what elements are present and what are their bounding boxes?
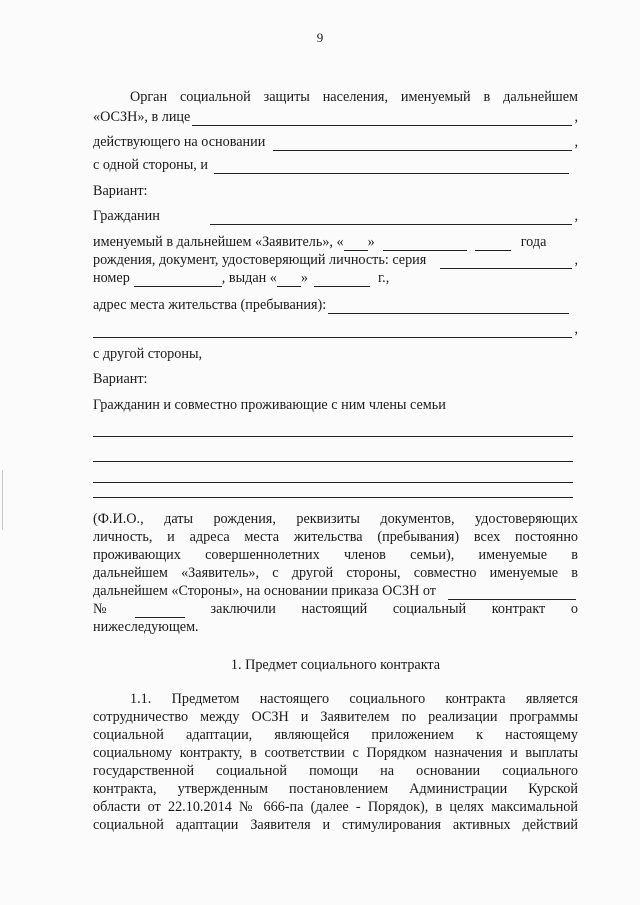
fio-line-6 <box>93 600 578 618</box>
line-document-number <box>93 269 433 287</box>
p11-line-1: 1.1. Предметом настоящего социального контракта является <box>130 691 578 707</box>
fio-line-2: личность, и адреса места жительства (пребывания) всех постоянно <box>93 529 578 545</box>
blank-citizen-name <box>210 211 573 225</box>
label-citizen: Гражданин <box>93 208 160 224</box>
label-g: г., <box>377 270 390 286</box>
label-no: № <box>93 601 107 617</box>
p11-line-6: контракта, утвержденным постановлением Администрации Курской <box>93 781 578 797</box>
label-variant-1: Вариант: <box>93 183 148 199</box>
comma: , <box>574 134 578 150</box>
line-applicant-birth <box>93 233 578 251</box>
fio-line-4: дальнейшем «Заявитель», с другой стороны, совместно именуемые в <box>93 565 578 581</box>
blank-family-3 <box>93 482 573 483</box>
label-one-side: с одной стороны, и <box>93 157 208 173</box>
blank-basis <box>273 137 572 151</box>
label-issued: , выдан « <box>221 270 277 286</box>
fio-line-6-text: заключили настоящий социальный контракт о <box>210 601 578 617</box>
line-document-series <box>93 251 578 269</box>
p11-line-7: области от 22.10.2014 № 666-па (далее - Порядок), в целях максимальной <box>93 799 578 815</box>
page-number: 9 <box>316 30 324 45</box>
section-title: 1. Предмет социального контракта <box>230 657 441 673</box>
label-applicant: именуемый в дальнейшем «Заявитель», « <box>93 234 344 250</box>
blank-family-1 <box>93 436 573 437</box>
blank-doc-number <box>134 273 222 287</box>
blank-family-4 <box>93 497 573 498</box>
blank-address-2 <box>93 324 572 338</box>
blank-issue-month <box>314 273 370 287</box>
comma: , <box>574 109 578 125</box>
p11-line-5: государственной социальной помощи на основании социального <box>93 763 578 779</box>
label-citizen-family: Гражданин и совместно проживающие с ним члены семьи <box>93 397 446 413</box>
blank-family-2 <box>93 461 573 462</box>
p11-line-2: сотрудничество между ОСЗН и Заявителем по реализации программы <box>93 709 578 725</box>
quote-close-2: » <box>300 270 308 286</box>
blank-order-number <box>135 604 185 618</box>
line-address <box>93 296 571 314</box>
p11-line-4: социальному контракту, в соответствии с Порядком назначения и выплаты <box>93 745 578 761</box>
blank-order-date <box>448 586 576 600</box>
line-basis <box>93 133 578 151</box>
line-one-side <box>93 156 571 174</box>
label-other-side: с другой стороны, <box>93 346 203 362</box>
comma: , <box>574 252 578 268</box>
blank-series <box>440 255 572 269</box>
label-year: года <box>520 234 547 250</box>
blank-birth-day <box>344 237 368 251</box>
quote-close: » <box>367 234 375 250</box>
fio-line-5 <box>93 582 578 600</box>
p11-line-3: социальной адаптации, являющейся приложением к настоящему <box>93 727 578 743</box>
blank-other-party <box>214 160 569 174</box>
blank-birth-year <box>475 237 511 251</box>
blank-birth-month <box>383 237 467 251</box>
fio-line-3: проживающих совершеннолетних членов семьи), именуемые в <box>93 547 578 563</box>
fio-line-5-text: дальнейшем «Стороны», на основании приказа ОСЗН от <box>93 583 436 599</box>
fio-line-7: нижеследующем. <box>93 619 199 635</box>
label-number: номер <box>93 270 130 286</box>
comma: , <box>574 208 578 224</box>
comma: , <box>574 321 578 337</box>
p11-line-8: социальной адаптации Заявителя и стимулирования активных действий <box>93 817 578 833</box>
line-address-cont <box>93 320 578 338</box>
fio-line-1: (Ф.И.О., даты рождения, реквизиты документов, удостоверяющих <box>93 511 578 527</box>
label-basis: действующего на основании <box>93 134 266 150</box>
label-variant-2: Вариант: <box>93 371 148 387</box>
line-citizen <box>93 207 578 225</box>
line-organ: Орган социальной защиты населения, именуемый в дальнейшем <box>130 89 578 105</box>
label-document: рождения, документ, удостоверяющий личность: серия <box>93 252 427 268</box>
scan-edge-mark <box>2 470 3 530</box>
blank-representative <box>192 112 572 126</box>
blank-address <box>328 300 569 314</box>
blank-issue-day <box>277 273 301 287</box>
label-address: адрес места жительства (пребывания): <box>93 297 327 313</box>
line-osn-in-person <box>93 108 578 126</box>
label-osn: «ОСЗН», в лице <box>93 109 191 125</box>
